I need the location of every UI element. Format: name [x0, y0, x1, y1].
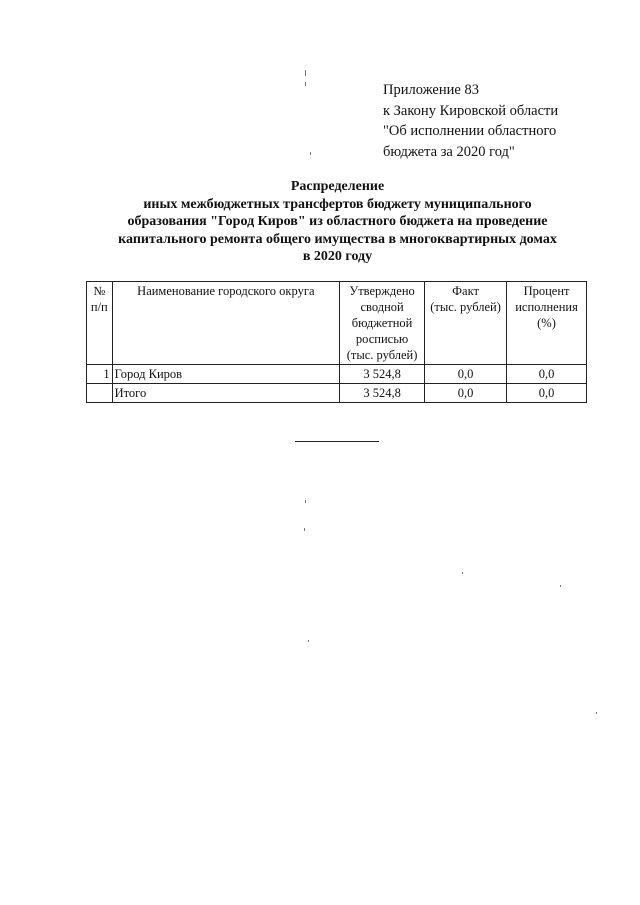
row-name: Город Киров — [112, 365, 339, 384]
title-line: образования "Город Киров" из областного бюджета на проведение — [127, 214, 548, 229]
title-line: капитального ремонта общего имущества в многоквартирных домах — [118, 231, 557, 247]
scan-speck — [560, 585, 561, 587]
row-pct: 0,0 — [507, 384, 587, 403]
header-name: Наименование городского округа — [112, 282, 339, 365]
scan-speck — [310, 152, 311, 155]
title-line: иных межбюджетных трансфертов бюджету муниципального — [143, 196, 532, 212]
header-fact: Факт (тыс. рублей) — [425, 282, 507, 365]
table-header-row — [87, 282, 587, 365]
row-name: Итого — [112, 384, 339, 403]
row-plan: 3 524,8 — [340, 365, 425, 384]
row-fact: 0,0 — [425, 384, 507, 403]
scan-speck — [308, 640, 309, 642]
header-pct: Процент исполнения (%) — [507, 282, 587, 365]
row-fact: 0,0 — [425, 365, 507, 384]
title-line: Распределение — [290, 179, 385, 194]
scan-speck — [304, 528, 305, 531]
scan-speck — [462, 572, 463, 574]
appendix-line: к Закону Кировской области — [383, 102, 559, 119]
appendix-line: "Об исполнении областного — [383, 123, 557, 139]
appendix-block — [383, 80, 558, 162]
table-row — [87, 365, 587, 384]
scan-speck — [596, 712, 597, 714]
scan-speck — [305, 82, 306, 86]
row-plan: 3 524,8 — [340, 384, 425, 403]
scan-speck — [305, 70, 306, 76]
table-row-total — [87, 384, 587, 403]
row-num: 1 — [87, 365, 113, 384]
title-line: в 2020 году — [302, 249, 373, 264]
transfers-table — [86, 281, 587, 403]
document-title — [60, 178, 615, 266]
closing-rule — [295, 441, 379, 442]
row-pct: 0,0 — [507, 365, 587, 384]
header-plan: Утверждено сводной бюджетной росписью (тыс. рублей) — [340, 282, 425, 365]
scan-speck — [305, 500, 306, 503]
row-num — [87, 384, 113, 403]
appendix-line: Приложение 83 — [383, 82, 479, 98]
appendix-line: бюджета за 2020 год" — [383, 143, 515, 160]
header-num: № п/п — [87, 282, 113, 365]
